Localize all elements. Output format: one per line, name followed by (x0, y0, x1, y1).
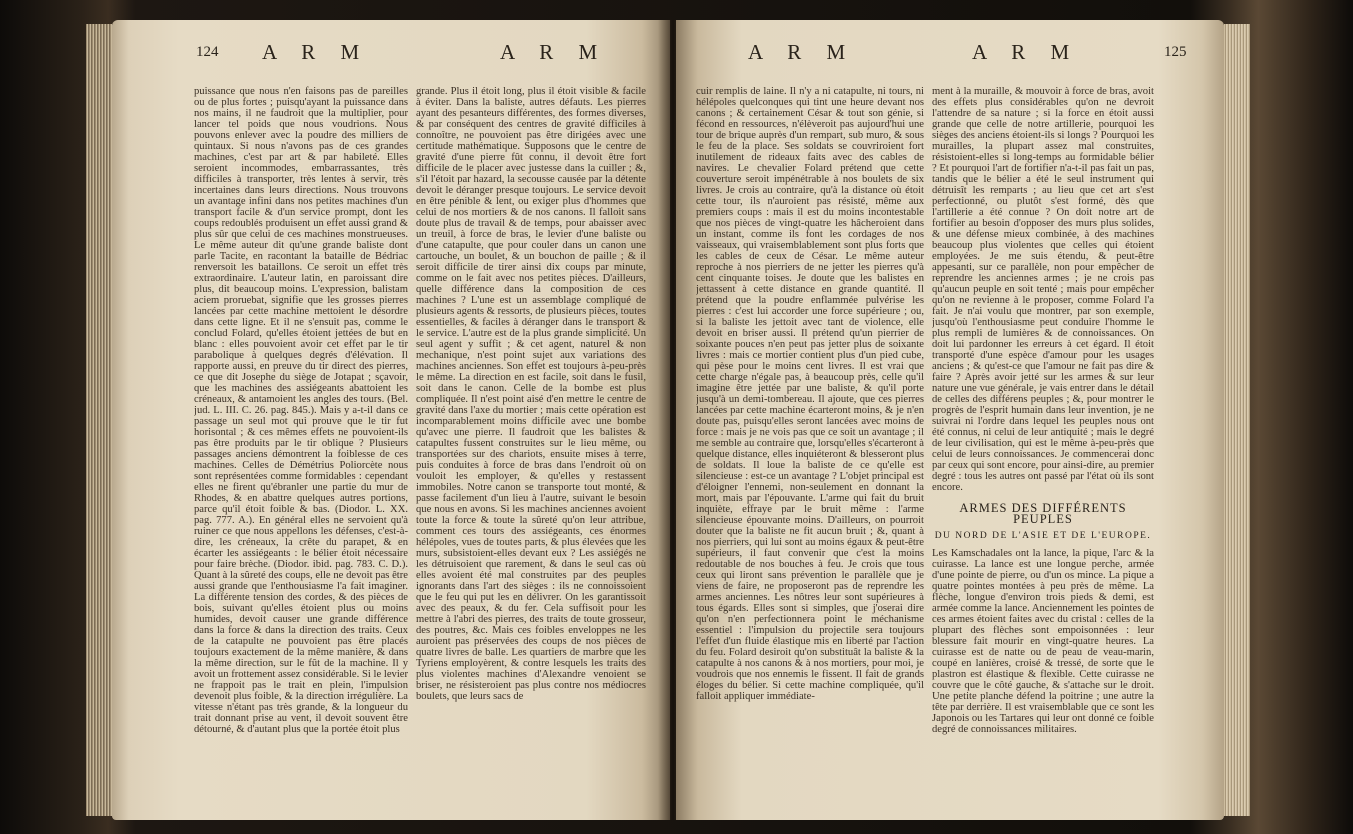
section-title: ARMES DES DIFFÉRENTS PEUPLES (959, 501, 1127, 526)
right-col2-text-pre: ment à la muraille, & mouvoir à force de bras, avoit des effets plus considérables qu'on ne devroit l'attendre de sa nature ; si la force en étoit aussi grande que celle de notre artillerie, pourquoi les sièges des anciens étoient-ils si longs ? Pourquoi les murailles, la plupart assez mal construites, résistoient-elles si long-temps au formidable bélier ? Et pourquoi l'art de fortifier n'a-t-il pas fait un pas, tandis que le bélier a été le seul instrument qui détruisît les remparts ; au lieu que cet art s'est perfectionné, ou plutôt s'est formé, dès que l'artillerie a été connue ? On doit notre art de fortifier au besoin d'opposer des murs plus solides, & une défense mieux combinée, à des machines beaucoup plus violentes que celles qui étoient employées. Je me suis étendu, & peut-être appesanti, sur ce parallèle, non pour empêcher de reprendre les anciennes armes ; je ne crois pas qu'aucun peuple en soit tenté ; mais pour empêcher qu'on ne revienne à le proposer, comme Folard l'a fait. Je n'ai voulu que montrer, par son exemple, jusqu'où l'enthousiasme peut conduire l'homme le plus rempli de lumières & de connoissances. On doit lui pardonner les erreurs à cet égard. Il étoit transporté d'une espèce d'amour pour les usages anciens ; & qu'est-ce que l'amour ne fait pas dire & faire ? Après avoir jetté sur les armes & sur leur nature une vue générale, je vais entrer dans le détail de celles des différens peuples ; &, pour montrer le progrès de l'esprit humain dans leur invention, je ne suivrai ni l'ordre dans lequel les peuples nous ont été connus, ni celui de leur antiquité ; mais le degré de leur civilisation, qui est le même à-peu-près que celui de leurs connoissances. Je commencerai donc par ceux qui sont encore, pour ainsi-dire, au premier degré : tous les autres ont passé par l'état où ils sont encore. (932, 86, 1154, 493)
right-col1-text: cuir remplis de laine. Il n'y a ni catapulte, ni tours, ni hélépoles quelconques qui tint une heure devant nos canons ; & certainement César & tout son génie, si fécond en ressources, n'élèveroit pas aujourd'hui une tour de brique auprès d'un rempart, sub muro, & sous le feu de la place. Ses soldats se couvriroient fort inutilement de rideaux faits avec des cables de navires. Le chevalier Folard prétend que cette couverture seroit impénétrable à nos boulets de six livres. Je crois au contraire, qu'à la distance où étoit cette tour, ils n'auroient pas résisté, même aux premiers coups : mais il est du moins incontestable que nos pièces de vingt-quatre les hâcheroient dans un instant, comme ils font les cordages de nos vaisseaux, qui vraisemblablement sont plus forts que les cables de ceux de César. Le même auteur reproche à nos pierriers de ne jetter les pierres qu'à cent cinquante toises. Je doute que les balistes en jettassent à cette distance en grande quantité. Il prétend que la poudre enflammée pulvérise les pierres : c'est lui accorder une force supérieure ; ou, si la baliste les jettoit avec tant de violence, elle devoit en briser aussi. Il prétend qu'un pierrier de soixante pouces n'en peut pas jetter plus de soixante livres : mais ce mortier contient plus d'un pied cube, qui pèse pour le moins cent livres. Il est vrai que cette charge n'égale pas, à beaucoup près, celle qu'il imagine être jettée par une baliste, & qu'il porte jusqu'à un demi-tombereau. Il ajoute, que ces pierres lancées par cette machine écarteront moins, & je n'en doute pas, puisqu'elles seront lancées avec moins de force : mais je ne vois pas que ce soit un avantage ; il me semble au contraire que, lorsqu'elles s'écarteront à quelque distance, elles inquiéteront & blesseront plus de soldats. Il loue la baliste de ce qu'elle est silencieuse : est-ce un avantage ? L'objet principal est d'éloigner l'ennemi, non-seulement en donnant la mort, mais par l'épouvante. L'arme qui fait du bruit inquiète, effraye par le bruit même : l'arme silencieuse épouvante moins. D'ailleurs, on pourroit douter que la baliste ne fit aucun bruit ; &, quant à nos pierriers, qui lui sont au moins égaux & peut-être supérieurs, il faut convenir que c'est la moins redoutable de nos bouches à feu. Je crois que tous ceux qui liront sans prévention le parallèle que je viens de faire, ne proposeront pas de reprendre les armes anciennes. Les nôtres leur sont supérieures à tous égards. Elles sont si simples, que j'oserai dire qu'on n'en perfectionnera point le méchanisme essentiel : l'impulsion du projectile sera toujours l'effet d'un fluide élastique mis en liberté par l'action du feu. Folard desiroit qu'on substituât la baliste & la catapulte à nos canons & à nos mortiers, pour moi, je voudrois que nos ennemis le fissent. Il fait de grands éloges du bélier. Si cette machine compliquée, qu'il falloit appliquer immédiate- (696, 86, 924, 702)
section-subtitle: DU NORD DE L'ASIE ET DE L'EUROPE. (934, 531, 1152, 541)
left-column-2 (416, 86, 646, 806)
left-col2-text: grande. Plus il étoit long, plus il étoit visible & facile à éviter. Dans la baliste, autres défauts. Les pierres ayant des pesanteurs différentes, des formes diverses, & par conséquent des centres de gravité difficiles à connoître, ne pouvoient pas être dirigées avec une certitude mathématique. Supposons que le centre de gravité d'une pierre fût connu, il devoit être fort difficile de le placer avec justesse dans la cuiller ; &, s'il l'étoit par hazard, la secousse causée par la détente devoit le déranger presque toujours. Le service devoit en être pénible & lent, ou exiger plus d'hommes que celui de nos mortiers & de nos canons. Il falloit sans doute plus de travail & de temps, pour abaisser avec un treuil, à force de bras, le levier d'une baliste ou d'une catapulte, que pour couler dans un canon une cartouche, un boulet, & un bouchon de paille ; & il seroit difficile de tirer ainsi dix coups par minute, comme on le fait avec nos petites pièces. D'ailleurs, quelle différence dans la composition de ces machines ? L'une est un assemblage compliqué de plusieurs agents & ressorts, de plusieurs pièces, toutes essentielles, & faciles à déranger dans le transport & le service. L'autre est de la plus grande simplicité. Un seul agent y suffit ; & cet agent, naturel & non mechanique, n'est point sujet aux variations des machines anciennes. Son effet est toujours à-peu-près le même. La direction en est facile, soit dans le fusil, soit dans le canon. Celle de la bombe est plus compliquée. Il n'est point aisé d'en mettre le centre de gravité dans l'axe du mortier ; mais cette opération est incomparablement moins difficile avec une bombe qu'avec une pierre. Il faudroit que les balistes & catapultes fussent construites sur le lieu même, ou transportées sur des chariots, ensuite mises à terre, puis conduites à force de bras dans l'endroit où on vouloit les employer, & qu'elles y restassent immobiles. Notre canon se transporte tout monté, & passe facilement d'un lieu à l'autre, suivant le besoin que nous en avons. Si les machines anciennes avoient toute la force & toute la sûreté qu'on leur attribue, comment ces tours des assiégeants, ces énormes hélépoles, vues de toutes parts, & plus élevées que les murs, subsistoient-elles devant eux ? Les assiégés ne les détruisoient que rarement, & dans le seul cas où elles avoient été mal construites par des peuples ignorants dans l'art des sièges : ils ne connoissoient que le feu qui put les en délivrer. On les garantissoit avec des peaux, & du fer. Cela suffisoit pour les mettre à l'abri des pierres, des traits de toute grosseur, des poutres, &c. Mais ces foibles enveloppes ne les auroient pas préservées des coups de nos pièces de quatre livres de balle. Les quartiers de marbre que les Tyriens employèrent, & contre lesquels les traits des plus violentes machines d'Alexandre venoient se briser, ne résisteroient pas plus contre nos médiocres boulets, que leurs sacs de (416, 86, 646, 702)
left-col1-text: puissance que nous n'en faisons pas de pareilles ou de plus fortes ; puisqu'ayant la puissance dans nos mains, il ne faudroit que la multiplier, pour lancer tel poids que nous voudrions. Nous pouvons enlever avec la poudre des milliers de quintaux. Si nous n'avons pas de ces grandes machines, c'est par art & par habileté. Elles seroient incommodes, embarrassantes, très difficiles à transporter, très lentes à servir, très incertaines dans leurs directions. Nous trouvons un avantage infini dans nos petites machines d'un transport facile & d'un service prompt, dont les coups redoublés produisent un effet aussi grand & plus sûr que celui de ces machines monstrueuses. Le même auteur dit qu'une grande baliste dont parle Tacite, en racontant la bataille de Bédriac renversoit les bataillons. Ce seroit un effet très extraordinaire. L'auteur latin, en paroissant dire plus, dit beaucoup moins. L'expression, balistam aciem proruebat, signifie que les grosses pierres lancées par cette machine mettoient le désordre dans cette ligne. Et il ne s'ensuit pas, comme le conclud Folard, qu'elles étoient jettées de but en blanc : elles pouvoient avoir cet effet par le tir parabolique à quelques degrés d'élévation. Il rapporte aussi, en preuve du tir direct des pierres, ce que dit Josephe du siège de Jotapat ; sçavoir, que les machines des assiégeants abattoient les créneaux, & antamoient les angles des tours. (Bel. jud. L. III. C. 26. pag. 845.). Mais y a-t-il dans ce passage un seul mot qui prouve que le tir fut horisontal ; & ces mêmes effets ne pouvoient-ils pas être produits par le tir oblique ? Plusieurs passages anciens démontrent la foiblesse de ces machines. Celles de Démétrius Poliorcète nous sont représentées comme formidables : cependant elles ne firent qu'ébranler une partie du mur de Rhodes, & en abattre quelques autres portions, parce qu'il étoit foible & bas. (Diodor. L. XX. pag. 777. A.). En général elles ne servoient qu'à ruiner ce que nous appellons les défenses, c'est-à-dire, les créneaux, la crête du parapet, & en écarter les assiégeants : le bélier étoit nécessaire pour faire brèche. (Diodor. ibid. pag. 783. C. D.). Quant à la sûreté des coups, elle ne devoit pas être aussi grande que l'enthousiasme l'a fait imaginer. La différente tension des cordes, & des pièces de bois, suivant qu'elles étoient plus ou moins humides, devoit causer une grande différence dans la force & dans la direction des traits. Ceux de la catapulte ne pouvoient pas être placés toujours exactement de la même manière, & dans la même direction, sur le fût de la machine. Il y avoit un frottement assez considérable. Si le levier ne frappoit pas le trait en plein, l'impulsion devenoit plus foible, & la direction irrégulière. La vitesse n'étant pas très grande, & la longueur du trait donnant prise au vent, il devoit souvent être détourné, & d'autant plus que la portée étoit plus (194, 86, 408, 735)
right-page (676, 20, 1224, 820)
left-page (112, 20, 670, 820)
left-running-head-col2: A R M (500, 40, 608, 64)
left-running-head: A R M (262, 40, 370, 64)
right-page-number: 125 (1164, 44, 1187, 60)
right-running-head-col1: A R M (748, 40, 856, 64)
left-page-edges (86, 24, 112, 816)
right-page-edges (1224, 24, 1250, 816)
right-col2-text-post: Les Kamschadales ont la lance, la pique, l'arc & la cuirasse. La lance est une longue perche, armée d'une pointe de pierre, ou d'un os mince. La pique a quatre pointes montées à peu près de même. La flèche, longue d'environ trois pieds & demi, est armée comme la lance. Anciennement les pointes de ces armes étoient faites avec du cristal : celles de la plupart des flèches sont empoisonnées : leur blessure fait mourir en vingt-quatre heures. La cuirasse est de natte ou de peau de veau-marin, coupé en lanières, croisé & tressé, de sorte que le plastron est élastique & flexible. Cette cuirasse ne couvre que le côté gauche, & s'attache sur le droit. Une petite planche défend la poitrine ; une autre la tête par derrière. Il est vraisemblable que ce sont les Japonois ou les Tartares qui leur ont donné ce foible degré de connoissances militaires. (932, 548, 1154, 735)
right-column-2 (932, 86, 1154, 806)
right-running-head: A R M (972, 40, 1080, 64)
left-page-number: 124 (196, 44, 219, 60)
right-column-1 (696, 86, 924, 806)
left-column-1 (194, 86, 408, 806)
